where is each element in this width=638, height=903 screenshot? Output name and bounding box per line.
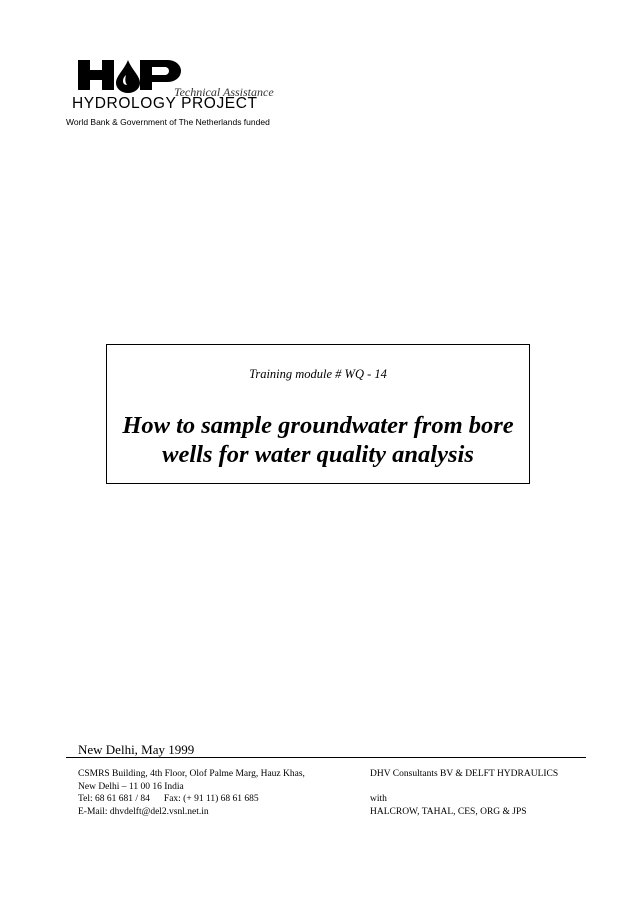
place-date: New Delhi, May 1999 xyxy=(78,742,195,757)
consultants-with: with xyxy=(370,794,387,805)
training-module-box xyxy=(106,344,530,484)
module-number: Training module # WQ - 14 xyxy=(249,367,387,381)
consultants-block xyxy=(370,768,558,818)
phone-fax-line xyxy=(78,793,305,806)
logo-tagline: Technical Assistance xyxy=(174,85,274,99)
address-line-1: CSMRS Building, 4th Floor, Olof Palme Marg, Hauz Khas, xyxy=(78,769,305,779)
fax: Fax: (+ 91 11) 68 61 685 xyxy=(163,794,259,805)
address-line-2: New Delhi – 11 00 16 India xyxy=(78,781,184,792)
hydrology-project-logo xyxy=(72,58,292,118)
module-title-line-1: How to sample groundwater from bore xyxy=(122,412,514,439)
email: E-Mail: dhvdelft@del2.vsnl.net.in xyxy=(78,806,209,817)
funding-note: World Bank & Government of The Netherlands funded xyxy=(66,117,270,127)
footer-divider xyxy=(66,757,586,758)
consultants-partners: HALCROW, TAHAL, CES, ORG & JPS xyxy=(370,806,527,817)
module-title xyxy=(101,411,535,469)
consultants-line-1: DHV Consultants BV & DELFT HYDRAULICS xyxy=(370,769,559,779)
logo-title: HYDROLOGY PROJECT xyxy=(72,95,258,112)
csmrs-address xyxy=(78,768,305,818)
telephone: Tel: 68 61 681 / 84 xyxy=(78,794,150,805)
spacer xyxy=(370,781,558,794)
module-title-line-2: wells for water quality analysis xyxy=(162,441,474,468)
